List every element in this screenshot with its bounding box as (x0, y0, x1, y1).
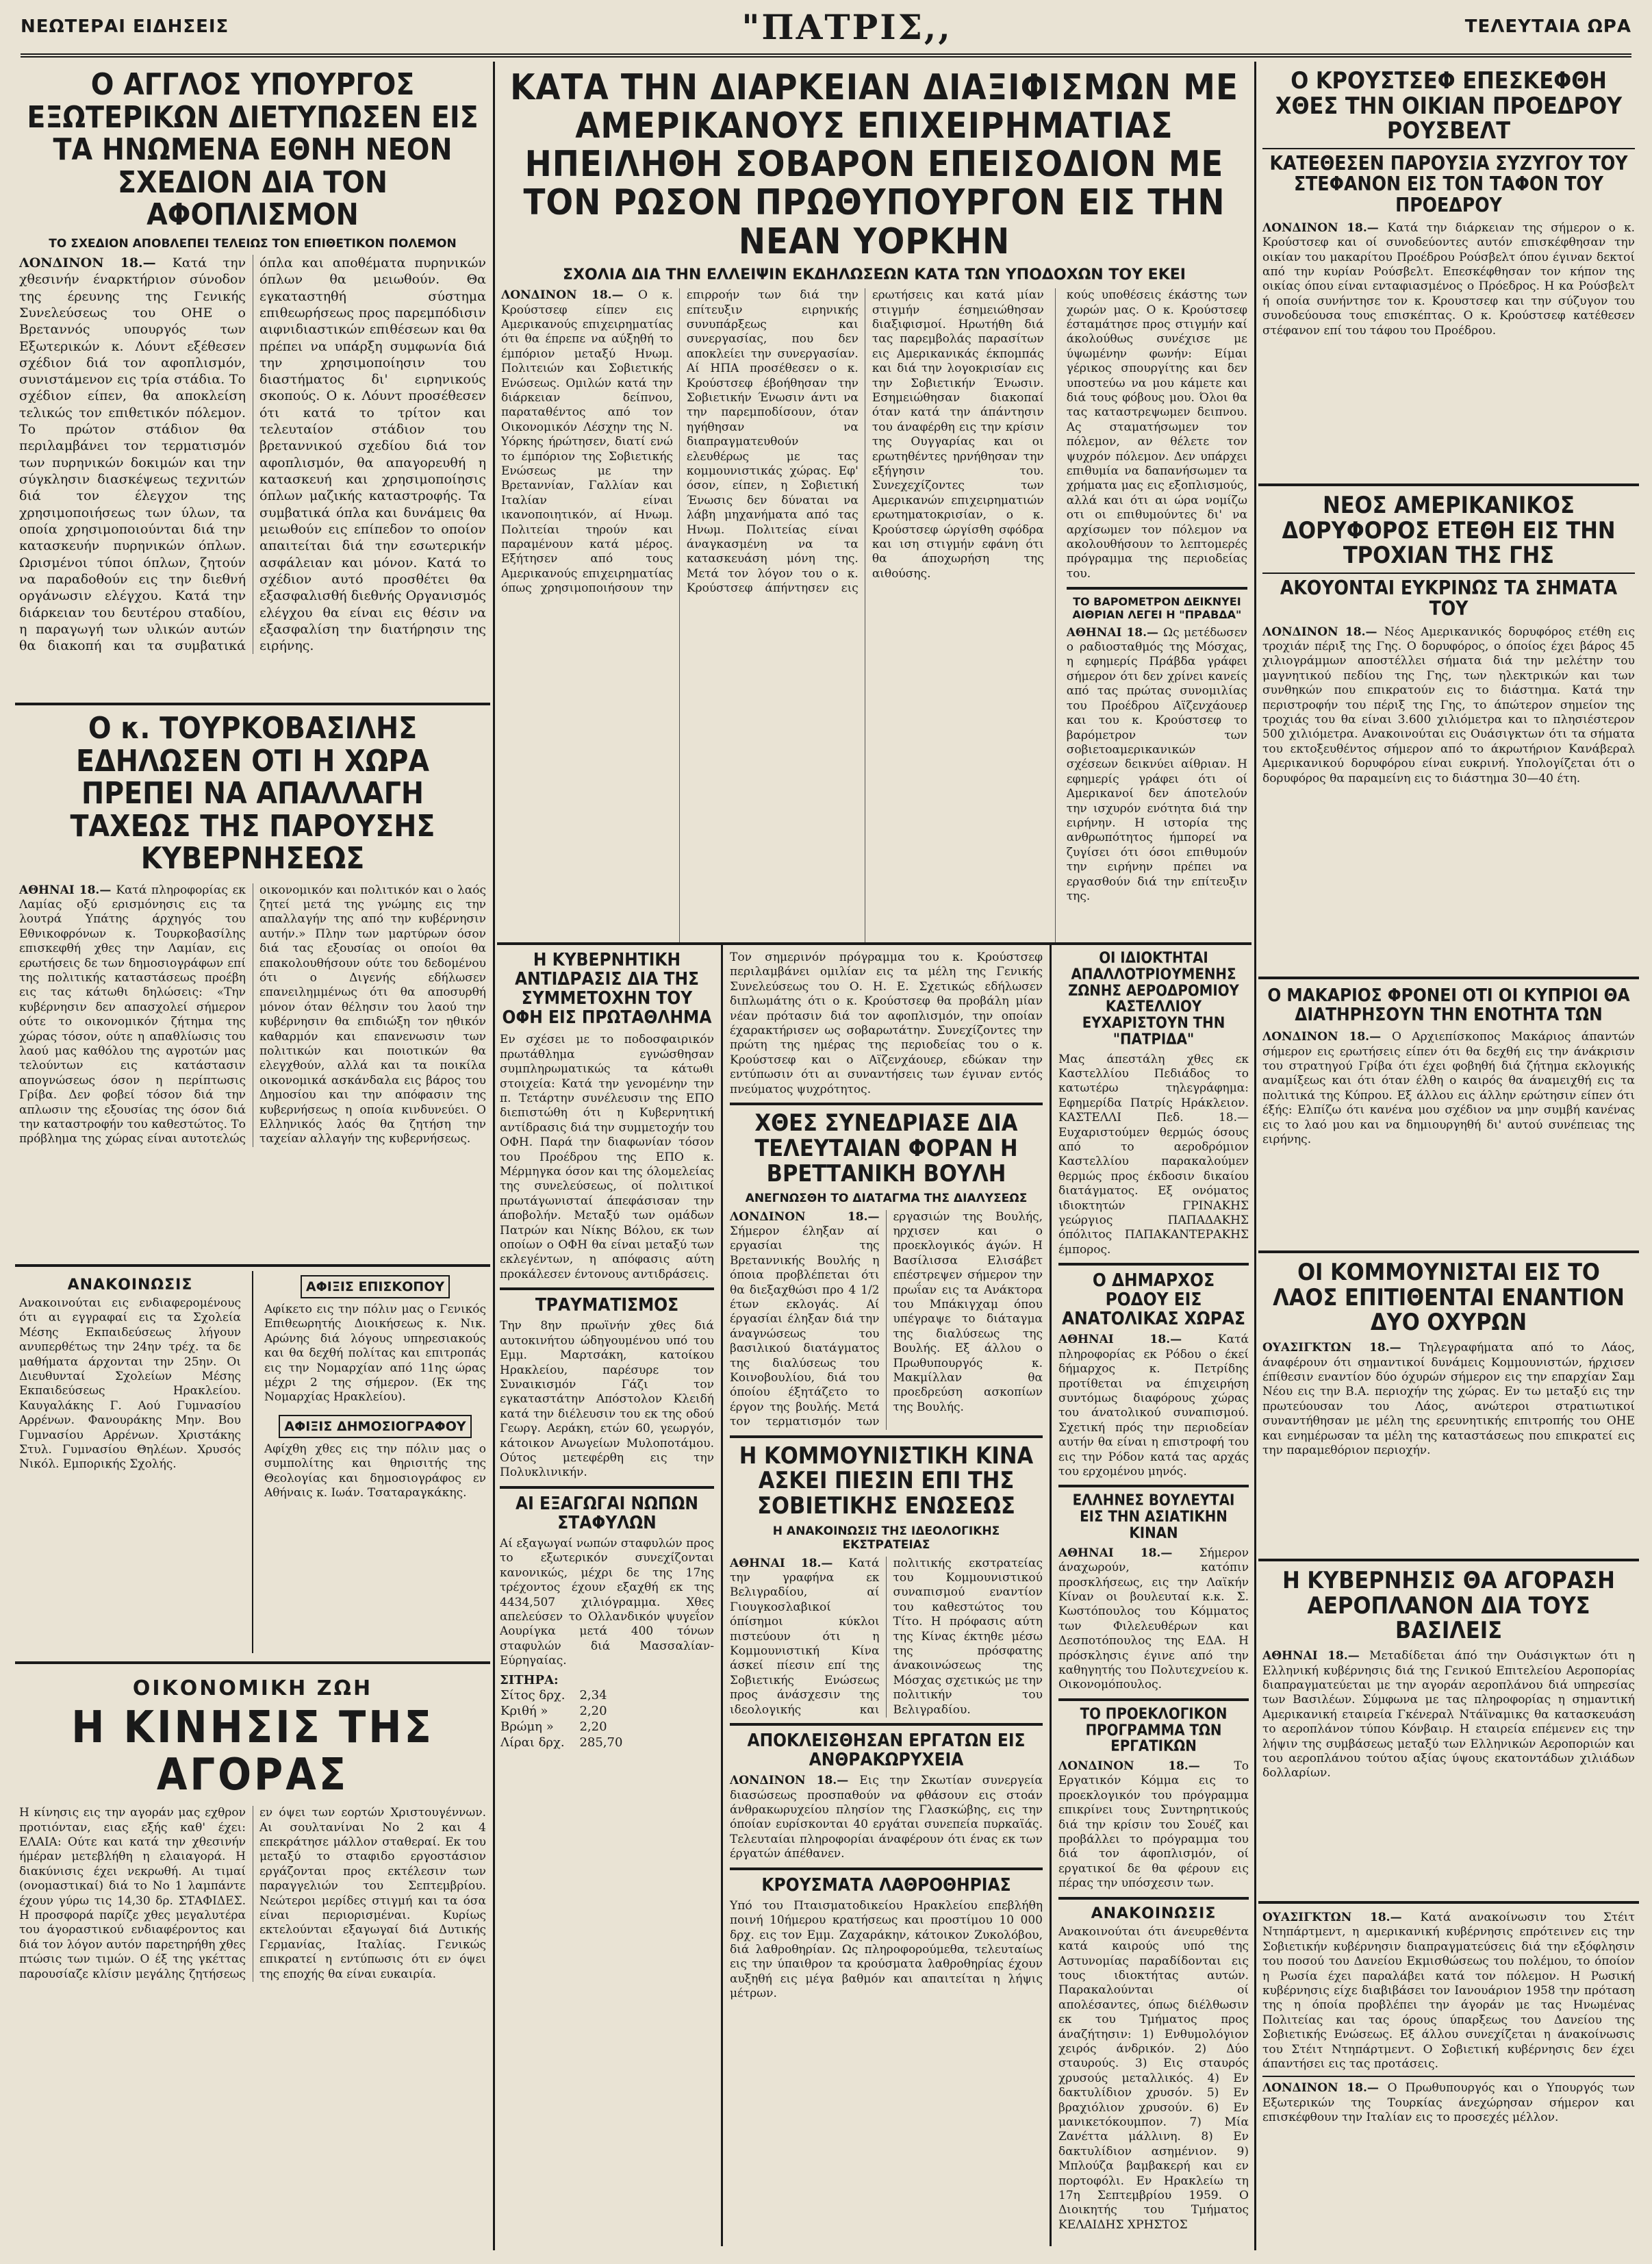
masthead-left: ΝΕΩΤΕΡΑΙ ΕΙΔΗΣΕΙΣ (21, 16, 229, 37)
dateline: ΑΘΗΝΑΙ 18.— (730, 1556, 849, 1570)
deck: ΣΧΟΛΙΑ ΔΙΑ ΤΗΝ ΕΛΛΕΙΨΙΝ ΕΚΔΗΛΩΣΕΩΝ ΚΑΤΑ ΤΩΝ ΥΠΟΔΟΧΩΝ ΤΟΥ ΕΚΕΙ (563, 266, 1186, 284)
article-text: Αί εξαγωγαί νωπών σταφυλών προς το εξωτερικόν συνεχίζονται κανονικώς, μέχρι δε της 17ης τρέχοντος έχουν εξαχθή εκ της 4434,507 χιλιόγραμμα. Χθες απελεύσεν το Ολλανδικόν ψυγεΐον Αουρίγκα μετά 400 τόνων σταφυλών διά Μασσαλίαν-Εύρηγαίας. (500, 1536, 714, 1668)
article-body (730, 1557, 1043, 1718)
article-body (1262, 221, 1635, 338)
article-body (1262, 1341, 1635, 1458)
article-laos (1258, 1253, 1639, 1561)
headline: ΚΑΤΑ ΤΗΝ ΔΙΑΡΚΕΙΑΝ ΔΙΑΞΙΦΙΣΜΩΝ ΜΕ ΑΜΕΡΙΚΑΝΟΥΣ ΕΠΙΧΕΙΡΗΜΑΤΙΑΣ ΗΠΕΙΛΗΘΗ ΣΟΒΑΡΟΝ ΕΠΕΙΣΟΔΙΟΝ ΜΕ ΤΟΝ ΡΩΣΟΝ ΠΡΩΘΥΠΟΥΡΓΟΝ ΕΙΣ ΤΗΝ ΝΕΑΝ ΥΟΡΚΗΝ (510, 67, 1238, 262)
article-text: Σήμερον άναχωρούν, κατόπιν προσκλήσεως, εις την Λαϊκήν Κίναν οι βουλευταί κ.κ. Σ. Κωστόπουλος του Κόμματος των Φιλελευθέρων και Δεσποτόπουλος της ΕΔΑ. Η πρόσκλησις έγινε από την καθηγητής του Πολυτεχνείου κ. Οικονομόπουλος. (1058, 1546, 1249, 1692)
center-mid-column (723, 945, 1052, 2246)
dateline: ΛΟΝΔΙΝΟΝ 18.— (19, 255, 173, 271)
article-body (1058, 1546, 1249, 1693)
headline: Ο ΚΡΟΥΣΤΣΕΦ ΕΠΕΣΚΕΦΘΗ ΧΘΕΣ ΤΗΝ ΟΙΚΙΑΝ ΠΡΟΕΔΡΟΥ ΡΟΥΣΒΕΛΤ (1275, 67, 1623, 145)
notice-label: ΑΝΑΚΟΙΝΩΣΙΣ (67, 1276, 193, 1294)
dateline: ΑΘΗΝΑΙ 18.— (1058, 1546, 1199, 1560)
headline: Ο ΜΑΚΑΡΙΟΣ ΦΡΟΝΕΙ ΟΤΙ ΟΙ ΚΥΠΡΙΟΙ ΘΑ ΔΙΑΤΗΡΗΣΟΥΝ ΤΗΝ ΕΝΟΤΗΤΑ ΤΩΝ (1267, 985, 1630, 1026)
article-market (15, 1664, 490, 2246)
dateline: ΟΥΑΣΙΓΚΤΩΝ 18.— (1262, 1911, 1421, 1924)
headline: ΤΡΑΥΜΑΤΙΣΜΟΣ (535, 1295, 679, 1316)
price-title: ΣΙΤΗΡΑ: (500, 1672, 559, 1687)
article-text: Κατά πληροφορίας εκ Λαμίας οξύ ερισμόνησις εις τα λουτρά Υπάτης άρχηγός του Εθνικοφρόνων κ. Τουρκοβασίλης επισκεφθή χθες την Λαμίαν, εις ερωτήσεις δε των δημοσιογράφων επί της πολιτικής καταστάσεως προέβη εις τας κάτωθι δηλώσεις: «Την κυβέρνησιν δεν απασχολεί σήμερον ούτε το οικονομικόν ζήτημα της χώρας τόσον, ούτε η απαθλίωσις του λαού μας καθόλου της αγροτών μας τελούντων εις κατάστασιν απογνώσεως όσον η περίπτωσις Γρίβα. Δεν φοβεί τόσον διά την απλωσιν της εξουσίας της όσον διά την καταστροφήν του καθεστώτος. Το πρόβλημα της χώρας είναι αυτοτελώς οικονομικόν και πολιτικόν και ο λαός ζητεί μετά της γνώμης εις την απαλλαγήν της από την κυβέρνησιν αυτήν.» Πλην των μαρτύρων όσον διά τας εξουσίας οι οποίοι θα επακολουθήσουν ούτε του δεδομένου ότι ο Διγενής εδήλωσεν επανειλημμένως ότι θα αποσυρθή μόνον όταν θέλησιν του λαού την κυβέρνησιν θα επιδιώξη τον ηθικόν καθαρμόν και επανενωσιν των πολιτικών και ποιοτικών θα ελεγχθούν, αλλά και τα ποικίλα οικονομικά ασκάνδαλα εις βάρος του Δημοσίου και την απόφασιν της κυβερνήσεως η οποία κινδυνεύει. Ο Ελληνικός λαός θα ζητήση την ταχείαν αλλαγήν της κυβερνήσεως. (19, 883, 486, 1146)
article-text: Την 8ην πρωϊνήν χθες διά αυτοκινήτου ώδηγουμένου υπό του Εμμ. Μαρτσάκη, κατοίκου Ηρακλείου, παρέσυρε τον Συναικισμόν Γάζι τον εγκαταστάτην Απόστολον Κλειδή κατά την διέλευσιν του εκ της οδού Γεωργ. Αεράκη, ετών 60, γεωργόν, κάτοικον Ανωγείων Μυλοποτάμου. Ούτος μετεφέρθη εις την Πολυκλινικήν. (500, 1319, 714, 1480)
article-text: Νέος Αμερικανικός δορυφόρος ετέθη εις τροχιάν πέριξ της Γης. Ο δορυφόρος, ο όποίος έχει βάρος 45 χιλιογράμμων αποστέλλει σήματα διά την μελέτην του μαγνητικού πεδίου της Γης, των ηλεκτρικών και των συνθηκών που επικρατούν εις το διάστημα. Κατά την περιστροφήν του πέριξ της Γης, το άπώτερον σημείον της τροχιάς του θα είναι 3.600 χιλιόμετρα και το πλησιέστερον 500 χιλιόμετρα. Ανακοινούται εις Ουάσιγκτων ότι τα σήματα του εκτοξευθέντος σήμερον από το άκρωτήριον Κανάβεραλ Αμερικανικού δορυφόρου είναι ευκρινή. Υπολογίζεται ότι ο δορυφόρος θα παραμείνη εις το διάστημα 30—40 έτη. (1262, 625, 1636, 785)
article-text: Κατά την διάρκειαν της σήμερον ο κ. Κρούστσεφ και οί συνοδεύοντες αυτόν επισκέφθησαν την οικίαν του μακαρίτου Προέδρου Ρούσβελτ όπου έγιναν δεκτοί από την κυρίαν Ρούσβελτ. Επεσκέφθησαν τον κήπον της οικίας όπου είναι ενταφιασμένος ο Πρόεδρος. Η κα Ρούσβελτ ή οποία συνήντησε τον κ. Κρουστσεφ και την σύζυγον του συνοδεύουσα τους επισκέπτας. Ο κ. Κρούστσεφ κατέθεσεν στέφανον επί του τάφου του Προέδρου. (1262, 221, 1635, 338)
article-body (1058, 1759, 1249, 1891)
article-lend-lease (1258, 1904, 1639, 2250)
article-text: Μεταδίδεται άπό την Ουάσιγκτων ότι η Ελληνική κυβέρνησις διά της Γενικού Επιτελείου Αεροπορίας διαπραγματεύεται με την αγοράν αεροπλάνου διά υπηρεσίας των Βασιλέων. Σύμφωνα με τας πληροφορίας η σημαντική Αμερικανική εταιρεία Γκένεραλ Ντάϊναμικς θα κατασκευάση το αεροπλάνον τύπου Κόνβαιρ. Η εταιρεία επέμενεν εις την λήψιν της συμβάσεως μεταξύ των Ελληνικών Αεροποριών και του αεροπλάνου τούτου αξίας ύψους εκατοντάδων χιλιάδων δολλαρίων. (1262, 1649, 1636, 1781)
article-text: Το Εργατικόν Κόμμα εις το προεκλογικόν του πρόγραμμα επικρίνει τους Συντηρητικούς διά την κρίσιν του Σουέζ και προβάλλει το πρόγραμμα του διά τον άφοπλισμόν, οί εργατικοί δε θα φέρουν εις πέρας την υπόσχεσιν των. (1058, 1759, 1249, 1891)
dateline: ΟΥΑΣΙΓΚΤΩΝ 18.— (1262, 1341, 1419, 1355)
column-center (497, 62, 1251, 2250)
center-right-column (1052, 945, 1251, 2246)
article-text: Ανακοινούται εις ενδιαφερομένους ότι αι εγγραφαί εις τα Σχολεία Μέσης Εκπαιδεύσεως λήγουν ανυπερθέτως την 24ην τρέχ. τα δε μαθήματα άρχονται την 25ην. Οι Διευθυνταί Σχολείων Μέσης Εκπαιδεύσεως Ηρακλείου. Καυγαλάκης Γ. Αού Γυμνασίου Αρρένων. Φανουράκης Μην. Βου Γυμνασίου Αρρένων. Χριστάκης Στυλ. Γυμνασίου Θηλέων. Χρυσός Νικόλ. Εμπορικής Σχολής. (19, 1296, 241, 1472)
article-body (1262, 2081, 1635, 2125)
article-roosevelt-visit (1258, 62, 1639, 486)
headline: ΟΙ ΚΟΜΜΟΥΝΙΣΤΑΙ ΕΙΣ ΤΟ ΛΑΟΣ ΕΠΙΤΙΘΕΝΤΑΙ ΕΝΑΝΤΙΟΝ ΔΥΟ ΟΧΥΡΩΝ (1273, 1259, 1625, 1337)
headline: ΤΟ ΠΡΟΕΚΛΟΓΙΚΟΝ ΠΡΟΓΡΑΜΜΑ ΤΩΝ ΕΡΓΑΤΙΚΩΝ (1080, 1705, 1228, 1756)
headline: ΚΡΟΥΣΜΑΤΑ ΛΑΘΡΟΘΗΡΙΑΣ (761, 1874, 1011, 1896)
article-text: Ως μετέδωσεν ο ραδιοσταθμός της Μόσχας, η εφημερίς Πράβδα γράφει σήμερον ότι δεν χρίνει κανείς από τας πρώτας συνομιλίας του Προέδρου Αϊζενχάουερ και του κ. Κρούστσεφ το βαρόμετρον των σοβιετοαμερικανικών σχέσεων δεικνύει αίθριαν. Η εφημερίς γράφει ότι οί Αμερικανοί δεν άποτελούν την ισχυρόν ενότητα διά την ειρήνην. Η ιστορία της ανθρωπότητος ήμπορεί να ζυγίσει ότι όσοι επιθυμούν την ειρήνην πρέπει να εργασθούν διά την επίτευξιν της. (1066, 625, 1247, 903)
deck: ΑΝΕΓΝΩΣΘΗ ΤΟ ΔΙΑΤΑΓΜΑ ΤΗΣ ΔΙΑΛΥΣΕΩΣ (745, 1192, 1028, 1206)
table-row: Κριθή » 2,20 (500, 1703, 607, 1718)
newspaper-title: "ΠΑΤΡΙΣ,, (741, 6, 952, 47)
table-row: Λίραι δρχ. 285,70 (500, 1735, 623, 1750)
headline: ΑΙ ΕΞΑΓΩΓΑΙ ΝΩΠΩΝ ΣΤΑΦΥΛΩΝ (516, 1493, 698, 1533)
column-divider (493, 62, 495, 2250)
dateline: ΑΘΗΝΑΙ 18.— (1262, 1649, 1370, 1663)
article-text: Υπό του Πταισματοδικείου Ηρακλείου επεβλήθη ποινή 10ήμερου κρατήσεως και προστίμου 10 000 δρχ. εις τον Εμμ. Ζαχαράκην, κάτοικον Ζυκολόβου, διά λαθροθηρίαν. Ως πληροφορούμεθα, τελευταίως εις την ύπαιθρον τα κρούσματα λαθροθηρίας έχουν αυξηθή εις μέγα βαθμόν και απαιτείται η λήψις μέτρων. (730, 1898, 1043, 2001)
headline: ΧΘΕΣ ΣΥΝΕΔΡΙΑΣΕ ΔΙΑ ΤΕΛΕΥΤΑΙΑΝ ΦΟΡΑΝ Η ΒΡΕΤΤΑΝΙΚΗ ΒΟΥΛΗ (754, 1109, 1018, 1187)
article-body (730, 1210, 1043, 1430)
article-satellite (1258, 486, 1639, 979)
headline: Η ΚΥΒΕΡΝΗΣΙΣ ΘΑ ΑΓΟΡΑΣΗ ΑΕΡΟΠΛΑΝΟΝ ΔΙΑ ΤΟΥΣ ΒΑΣΙΛΕΙΣ (1282, 1567, 1615, 1645)
center-narrow-column (497, 945, 723, 2246)
column-right (1258, 62, 1639, 2250)
notice-label: ΑΦΙΞΙΣ ΔΗΜΟΣΙΟΓΡΑΦΟΥ (279, 1415, 471, 1438)
article-body (1262, 1030, 1635, 1147)
headline: Η ΚΙΝΗΣΙΣ ΤΗΣ ΑΓΟΡΑΣ (71, 1702, 434, 1801)
dateline: ΛΟΝΔΙΝΟΝ 18.— (1262, 2081, 1388, 2096)
headline: Ο ΔΗΜΑΡΧΟΣ ΡΟΔΟΥ ΕΙΣ ΑΝΑΤΟΛΙΚΑΣ ΧΩΡΑΣ (1062, 1270, 1245, 1330)
article-body (1262, 1911, 1635, 2072)
headline: ΕΛΛΗΝΕΣ ΒΟΥΛΕΥΤΑΙ ΕΙΣ ΤΗΝ ΑΣΙΑΤΙΚΗΝ ΚΙΝΑΝ (1072, 1492, 1235, 1542)
notice-label: ΑΦΙΞΙΣ ΕΠΙΣΚΟΠΟΥ (301, 1275, 450, 1298)
article-text: Ο κ. Κρούστσεφ είπεν εις Αμερικανούς επιχειρηματίας ότι θα έπρεπε να αύξηθή το έμπόριον μεταξύ Ηνωμ. Πολιτειών και Σοβιετικής Ενώσεως. Ομιλών κατά την διάρκειαν δείπνου, παραταθέντος από τον Οικονομικόν Λέσχην της Ν. Υόρκης ήρώτησεν, διατί ενώ το έμπόριον της Σοβιετικής Ενώσεως με την Βρεταννίαν, Γαλλίαν και Ιταλίαν είναι ικανοποιητικόν, αί Ηνωμ. Πολιτείαι τηρούν και παραμένουν κατά μέρος. Εξήτησεν από τους Αμερικανούς επιχειρηματίας όπως χρησιμοποιήσουν την επιρροήν των διά την επίτευξιν ειρηνικής συνυπάρξεως και συνεργασίας, που δεν αποκλείει την συνεργασίαν. Αί ΗΠΑ προσέθεσεν ο κ. Κρούστσεφ έβοήθησαν την Σοβιετικήν Ένωσιν άντι να την παρεμποδίσουν, όταν ηγήθησαν να διαπραγματευθούν ελευθέρως με τας κομμουνιστικάς χώρας. Εφ' όσον, είπεν, η Σοβιετική Ένωσις δεν δύναται να λάβη μηχανήματα από τας Ηνωμ. Πολιτείας είναι άναγκασμένη να τα κατασκευάση μόνη της. Μετά τον λόγον του ο κ. Κρούστσεφ άπήντησεν εις ερωτήσεις και κατά μίαν στιγμήν έσημειώθησαν διαξιφισμοί. Ηρωτήθη διά τας παρεμβολάς παρασίτων εις Αμερικανικάς έκπομπάς και διά την λογοκρισίαν εις την Σοβιετικήν Ένωσιν. Εσημειώθησαν διακοπαί όταν κατά την άπάντησιν του άναφέρθη εις την κρίσιν της Ουγγαρίας και οι ερωτηθέντες ηρνήθησαν την εξήγησιν του. Συνεχεχίζοντες των Αμερικανών επιχειρηματιών ερωτηματοκρισίαν, ο κ. Κρούστσεφ ώργίσθη σφόδρα και ιση στιγμήν εφάνη ότι θα άποχωρήση της αιθούσης. (501, 288, 1044, 596)
article-text: Εν σχέσει με το ποδοσφαιρικόν πρωτάθλημα εγνώσθησαν συμπληρωματικώς τα κάτωθι στοιχεία: Κατά την γενομένην την π. Τετάρτην συνέλευσιν της ΕΠΟ διεπιστώθη ότι η Κυβερνητική αντίδρασις διά την συμμετοχήν του ΟΦΗ. Παρά την διαφωνίαν τόσον του Προέδρου της ΕΠΟ κ. Μέρμηγκα όσον και της όλομελείας της συνελεύσεως, οί πολιτικοί πρωτάγωνισταί άπεφάσισαν την άποβολήν. Μεταξύ των ομάδων Πατρών και Νίκης Βόλου, εκ των οποίων ο ΟΦΗ θα είναι μεταξύ των εκλεγέντων, η απόφασις αύτη προκάλεσεν έντονους αντιδράσεις. (500, 1033, 714, 1281)
masthead (21, 0, 1631, 58)
price-table (500, 1687, 623, 1750)
divider (252, 1271, 253, 1653)
article-text: κούς υποθέσεις έκάστης των χωρών μας. Ο κ. Κρούστσεφ έσταμάτησε προς στιγμήν καί άκολούθως συνέχισε με ύψωμένην φωνήν: Είμαι γέρικος σπουργίτης και δεν υποστεύω να μου κάμετε και διά τους φόβους μου. Όλοι θα τας καταστρεψωμεν δειπνου. Ας σταματήσωμεν τον πόλεμον, αν θέλετε τον ψυχρόν πόλεμον. Δεν υπάρχει επιθυμία να δαπανήσωμεν τα χρήματα μας εις εξοπλισμούς, αλλά και ότι αι ώρα νομίζω οτι οι επιθυμούντες δι' να αρχίσωμεν τον πόλεμον να ακολουθήσουν το λεπτομερές πρόγραμμα της περιοδείας του. (1066, 288, 1247, 581)
headline: Ο κ. ΤΟΥΡΚΟΒΑΣΙΛΗΣ ΕΔΗΛΩΣΕΝ ΟΤΙ Η ΧΩΡΑ ΠΡΕΠΕΙ ΝΑ ΑΠΑΛΛΑΓΗ ΤΑΧΕΩΣ ΤΗΣ ΠΑΡΟΥΣΗΣ ΚΥΒΕΡΝΗΣΕΩΣ (70, 711, 435, 877)
article-text: Κατά πληροφορίας εκ Ρόδου ο έκεί δήμαρχος κ. Πετρίδης προτίθεται να έπιχειρήση συντόμως διαφόρους χώρας του άνατολικού συναπισμού. Σχετική πρός την περιοδείαν αυτήν θα είναι η επιστροφή του εις την Ρόδον κατά τας αρχάς του ερχομένου μηνός. (1058, 1333, 1249, 1479)
article-arrivals (264, 1271, 486, 1653)
section-label: ΟΙΚΟΝΟΜΙΚΗ ΖΩΗ (132, 1676, 373, 1700)
headline: ΝΕΟΣ ΑΜΕΡΙΚΑΝΙΚΟΣ ΔΟΡΥΦΟΡΟΣ ΕΤΕΘΗ ΕΙΣ ΤΗΝ ΤΡΟΧΙΑΝ ΤΗΣ ΓΗΣ (1282, 492, 1616, 570)
deck: Η ΑΝΑΚΟΙΝΩΣΙΣ ΤΗΣ ΙΔΕΟΛΟΓΙΚΗΣ ΕΚΣΤΡΑΤΕΙΑΣ (772, 1524, 1000, 1552)
article-royal-airplane (1258, 1561, 1639, 1904)
article-body (1058, 1333, 1249, 1479)
article-body (730, 1774, 1043, 1861)
article-body (19, 255, 486, 655)
article-lloyd-disarmament (15, 62, 490, 705)
column-divider (1254, 62, 1256, 2250)
article-text: Εις την Σκωτίαν συνεργεία διασώσεως προσπαθούν να φθάσουν εις στοάν άνθρακωρυχείου πλησίον της Γλασκώβης, εις την όποίαν ευρίσκονται 40 εργάται συνεπεία πυρκαϊάς. Τελευταίαι πληροφορίαι άναφέρουν ότι ένας εκ των έργατών άπέθανεν. (730, 1774, 1043, 1861)
headline: ΟΙ ΙΔΙΟΚΤΗΤΑΙ ΑΠΑΛΛΟΤΡΙΟΥΜΕΝΗΣ ΖΩΝΗΣ ΑΕΡΟΔΡΟΜΙΟΥ ΚΑΣΤΕΛΛΙΟΥ ΕΥΧΑΡΙΣΤΟΥΝ ΤΗΝ "ΠΑΤΡΙΔΑ" (1068, 950, 1239, 1048)
table-row: Σίτος δρχ. 2,34 (500, 1687, 607, 1702)
dateline: ΑΘΗΝΑΙ 18.— (1058, 1333, 1218, 1347)
article-text: Κατά ανακοίνωσιν του Στέιτ Ντηπάρτμεντ, η αμερικανική κυβέρνησις επρότεινεν εις την Σοβιετικήν κυβέρνησιν διαπραγματεύσεις διά την εξόφλησιν του ποσού του Δανείου Εκμισθώσεως του πολέμου, το όποίον η Ρωσία έχει παραλάβει κατά τον πόλεμον. Η Ρωσική κυβέρνησις είχε διαβιβάσει τον Ιανουάριον 1958 την πρόταση της η όποία προβλέπει την άγοράν με τας Ηνωμένας Πολιτείας και τας όρους ύπαρξεως του Δανείου της Σοβιετικής Ενώσεως. Εξ άλλου συνεχίζεται η άνακοίνωσις του Στέιτ Ντηπάρτμεντ. Ο Σοβιετική κυβέρνησις δεν έχει άπαντήσει εις τας προτάσεις. (1262, 1911, 1635, 2072)
table-row: Βρώμη » 2,20 (500, 1719, 607, 1734)
dateline: ΑΘΗΝΑΙ 18.— (1066, 625, 1164, 640)
headline: Η ΚΥΒΕΡΝΗΤΙΚΗ ΑΝΤΙΔΡΑΣΙΣ ΔΙΑ ΤΗΣ ΣΥΜΜΕΤΟΧΗΝ ΤΟΥ ΟΦΗ ΕΙΣ ΠΡΩΤΑΘΛΗΜΑ (502, 950, 712, 1029)
article-text: Η κίνησις εις την αγοράν μας εχθρον προτιόνταν, ειας εξής καθ' έχει: ΕΛΑΙΑ: Ούτε και κατά την χθεσινήν ήμέραν μετεβλήθη η ελαιαγορά. Η διακύνισις έχει νεκρωθή. Αι τιμαί (ονομαστικαί) διά το Νο 1 λαμπάντε έχουν γύρω τις 14,30 δρ. ΣΤΑΦΙΔΕΣ. Η προσφορά παρίζε χθες μεγαλυτέρα του άγοραστικού ενδιαφέροντος και διά τον λόγον αυτόν παρετηρήθη χθες πτώσις των τιμών. Ο έξ της γκέττας παρουσίαζε κλίσιν μεγάλης ζητήσεως εν όψει των εορτών Χριστουγέννων. Αι σουλτανίναι No 2 και 4 επεκράτησε μάλλον σταθεραί. Εκ του μεταξύ το σταφιδο εργοστάσιον εργάζονται προς εκτέλεσιν των παραγγελιών του Σεπτεμβρίου. Νεώτεροι μερίδες στιγμή και τα όσα είναι περιορισμέναι. Κυρίως εκτελούνται εξαγωγαί διά Δυτικής Γερμανίας, Ιταλίας. Γενικώς επικρατεί η εντύπωσις ότι εν όψει της εποχής θα είναι ευκαιρία. (19, 1806, 486, 1981)
article-school-notice (19, 1271, 241, 1653)
article-text: Τον σημερινόν πρόγραμμα του κ. Κρούστσεφ περιλαμβάνει ομιλίαν εις τα μέλη της Γενικής Συνελεύσεως του Ο. Η. Ε. Σχετικώς εδήλωσεν διπλωμάτης ότι ο κ. Κρούστσεφ θα προβάλη μίαν νέαν πρότασιν διά τον αφοπλισμόν, την οποίαν έχαρακτήρισεν ως σοβαρωτάτην. Συνεχίζοντες την πρώτη της ημέρας της περιοδείας του ο κ. Κρούστσεφ και ο Αϊζενχάουερ, εδώκαν την εντύπωσιν ότι αι συναντήσεις των έγιναν εντός πνεύματος ψυχρότητος. (730, 951, 1043, 1096)
dateline: ΛΟΝΔΙΝΟΝ 18.— (1262, 1030, 1393, 1044)
column-left (15, 62, 490, 2250)
subheadline: ΑΚΟΥΟΝΤΑΙ ΕΥΚΡΙΝΩΣ ΤΑ ΣΗΜΑΤΑ ΤΟΥ (1280, 577, 1618, 620)
article-body (1262, 1649, 1635, 1781)
dateline: ΛΟΝΔΙΝΟΝ 18.— (1058, 1759, 1234, 1774)
notices-row (15, 1267, 490, 1664)
article-text: Αφίκετο εις την πόλιν μας ο Γενικός Επιθεωρητής Διοικήσεως κ. Νικ. Αρώνης διά λόγους υπηρεσιακούς και θα δεχθή πολίτας και επιτροπάς εις την Νομαρχίαν από 11ης ώρας μέχρι 2 της σήμερον. (Εκ της Νομαρχίας Ηρακλείου). (264, 1303, 486, 1405)
article-text: Τηλεγραφήματα από το Λάος, άναφέρουν ότι σημαντικοί δυνάμεις Κομμουνιστών, ήρχισεν έπίθεσιν εναντίον δύο όχυρών σήμερον εις την επαρχίαν Σαμ Νέου εις την Β.Α. περιοχήν της χώρας. Εν τω μεταξύ εις την πρωτεύουσαν του Λάος, ανώτεροι στρατιωτικοί συναντήθησαν με μέλη της ερευνητικής επιτροπής του ΟΗΕ και ενημέρωσαν τα μέλη της καταστάσεως που επικρατεί εις την παραμεθόριον περιοχήν. (1262, 1341, 1635, 1457)
article-tourkovasilis (15, 705, 490, 1267)
article-text: Ο Αρχιεπίσκοπος Μακάριος άπαντών σήμερον εις ερωτήσεις είπεν ότι θα δεχθή εις την άνάκρισιν του στρατηγού Γρίβα ότι έχει φοβηθή διά ζήτημα εκλογικής αναμίξεως και ότι όταν έλθη ο καιρός θα άναμειχθή εις τα πολιτικά της Κύπρου. Εξ άλλου εις άλλην ερώτησιν είπεν ότι έξής: Ελπίζω ότι κανένα μου σχέδιον να μην συμβή κανένας εις το λαό μου και να δημιουργηθή δι' αυτού συνέπειας της ειρήνης. (1262, 1030, 1635, 1146)
dateline: ΛΟΝΔΙΝΟΝ 18.— (730, 1209, 880, 1224)
masthead-right: ΤΕΛΕΥΤΑΙΑ ΩΡΑ (1464, 16, 1631, 37)
article-text: Μας άπεστάλη χθες εκ Καστελλίου Πεδιάδος το κατωτέρω τηλεγράφημα: Εφημερίδα Πατρίς Ηράκλειον. ΚΑΣΤΕΛΛΙ Πεδ. 18.— Ευχαριστούμεν θερμώς όσους από το αεροδρόμιον Καστελλίου παρακαλούμεν θερμώς προς έκδοσιν δικαίου διατάγματος. Εξ ονόματος ιδιοκτητών ΓΡΙΝΑΚΗΣ γεώργιος ΠΑΠΑΔΑΚΗΣ όπόλιτος ΠΑΠΑΚΑΝΤΕΡΑΚΗΣ έμπορος. (1058, 1052, 1249, 1257)
article-text: Σήμερον έληξαν αί εργασίαι της Βρεταννικής Βουλής η όποια προβλέπεται ότι θα διεξαχθώσι προ 4 1/2 έτων εκλογάς. Αί έργασίαι έληξαν διά την άναγνώσεως του βασιλικού διατάγματος της διαλύσεως του Κοινοβουλίου, διά του όποίου έξητάζετο το έργον της βουλής. Μετά τον τερματισμόν των εργασιών της Βουλής, ηρχισεν και ο προεκλογικός άγών. Η Βασίλισσα Ελισάβετ επέστρεψεν σήμερον την πρωΐαν εις τα Ανάκτορα του Μπάκιγχαμ όπου υπέγραψε το διάταγμα της διαλύσεως της Βουλής. Εξ άλλου ο Πρωθυπουργός κ. Μακμίλλαν θα προεδρεύση ασκοπίων της Βουλής. (730, 1209, 1043, 1429)
dateline: ΛΟΝΔΙΝΟΝ 18.— (730, 1774, 860, 1788)
subheadline: ΚΑΤΕΘΕΣΕΝ ΠΑΡΟΥΣΙΑ ΣΥΖΥΓΟΥ ΤΟΥ ΣΤΕΦΑΝΟΝ ΕΙΣ ΤΟΝ ΤΑΦΟΝ ΤΟΥ ΠΡΟΕΔΡΟΥ (1269, 152, 1628, 216)
deck: ΤΟ ΣΧΕΔΙΟΝ ΑΠΟΒΛΕΠΕΙ ΤΕΛΕΙΩΣ ΤΟΝ ΕΠΙΘΕΤΙΚΟΝ ΠΟΛΕΜΟΝ (49, 236, 457, 251)
headline: ΑΠΟΚΛΕΙΣΘΗΣΑΝ ΕΡΓΑΤΩΝ ΕΙΣ ΑΝΘΡΑΚΩΡΥΧΕΙΑ (747, 1731, 1026, 1771)
article-text: Κατά την χθεσινήν έναρκτήριον σύνοδον της έρευνης της Γενικής Συνελεύσεως του ΟΗΕ ο Βρεταννός υπουργός των Εξωτερικών κ. Λόυντ εξέθεσεν σχέδιον διά τον αφοπλισμόν, συνιστάμενον εις τρία στάδια. Το σχέδιον είπεν, θα αποκλείση τελικώς τον επιθετικόν πόλεμον. Το πρώτον στάδιον θα περιλαμβάνει τον τερματισμόν των πυρηνικών δοκιμών και την σύγκλησιν διασκέψεως τεχνιτών διά τον έλεγχον της χρησιμοποιήσεως των ύλων, τα οποία χρησιμοποιούνται διά την κατασκευήν πυρηνικών όπλων. Ωρισμένοι τύποι όπλων, ζητούν να παραδοθούν εις την διεθνή οργάνωσιν ελέγχου. Κατά την διάρκειαν του δευτέρου σταδίου, η παραγωγή των υλικών αυτών θα διακοπή και τα συμβατικά όπλα και αποθέματα πυρηνικών όπλων θα μειωθούν. Θα εγκαταστηθή σύστημα επιθεωρήσεως προς παρεμπόδισιν αιφνιδιαστικών επιθέσεων και θα πρέπει να υπάρξη συμφωνία διά την χρησιμοποίησιν του διαστήματος δι' ειρηνικούς σκοπούς. Ο κ. Λόυντ προσέθεσεν ότι κατά το τρίτον και τελευταίον στάδιον του βρεταννικού σχεδίου διά τον αφοπλισμόν, θα απαγορευθή η κατασκευή και χρησιμοποίησις όπλων μαζικής καταστροφής. Τα συμβατικά όπλα και δυνάμεις θα μειωθούν εις επίπεδον το οποίον απαιτείται διά την εσωτερικήν ασφάλειαν και μόνον. Κατά το σχέδιον αυτό προσθέτει θα εξασφαλισθή διεθνής Οργανισμός ελέγχου θα είναι εις θέσιν να εξασφαλίση την διατήρησιν της ειρήνης. (19, 255, 486, 654)
article-khrushchev-newyork (497, 62, 1251, 945)
article-continuation (1067, 288, 1247, 945)
article-makarios (1258, 979, 1639, 1253)
center-lower (497, 945, 1251, 2246)
dateline: ΑΘΗΝΑΙ 18.— (19, 883, 116, 897)
subheadline: ΤΟ ΒΑΡΟΜΕΤΡΟΝ ΔΕΙΚΝΥΕΙ ΑΙΘΡΙΑΝ ΛΕΓΕΙ Η "ΠΡΑΒΔΑ" (1072, 595, 1242, 622)
article-text: Ανακοινούται ότι άνευρεθέντα κατά καιρούς υπό της Αστυνομίας παραδίδονται εις τους ιδιοκτήτας αυτών. Παρακαλούνται οί απολέσαντες, όπως διέλθωσιν εκ του Τμήματος προς άναζήτησιν: 1) Ενθυμολόγιον χειρός άνδρικόν. 2) Δύο σταυρούς. 3) Εις σταυρός χρυσούς μεταλλικός. 4) Εν δακτυλίδιον χρυσόν. 5) Εν βραχιόλιον χρυσούν. 6) Εν μανικετόκουμπον. 7) Μία Ζανέττα μάλλινη. 8) Εν δακτυλίδιον ασημένιον. 9) Μπλούζα βαμβακερή και εν πορτοφόλι. Εν Ηρακλείω τη 17η Σεπτεμβρίου 1959. Ο Διοικητής του Τμήματος ΚΕΛΑΙΔΗΣ ΧΡΗΣΤΟΣ (1058, 1924, 1249, 2232)
headline: Ο ΑΓΓΛΟΣ ΥΠΟΥΡΓΟΣ ΕΞΩΤΕΡΙΚΩΝ ΔΙΕΤΥΠΩΣΕΝ ΕΙΣ ΤΑ ΗΝΩΜΕΝΑ ΕΘΝΗ ΝΕΟΝ ΣΧΕΔΙΟΝ ΔΙΑ ΤΟΝ ΑΦΟΠΛΙΣΜΟΝ (27, 67, 479, 233)
article-text: Ο Πρωθυπουργός και ο Υπουργός των Εξωτερικών της Τουρκίας άνεχώρησαν σήμερον και επισκέφθουν την Ιταλίαν εις το προσεχές μέλλον. (1262, 2081, 1636, 2125)
article-body (1262, 625, 1635, 786)
dateline: ΛΟΝΔΙΝΟΝ 18.— (1262, 221, 1388, 235)
headline: Η ΚΟΜΜΟΥΝΙΣΤΙΚΗ ΚΙΝΑ ΑΣΚΕΙ ΠΙΕΣΙΝ ΕΠΙ ΤΗΣ ΣΟΒΙΕΤΙΚΗΣ ΕΝΩΣΕΩΣ (739, 1442, 1034, 1520)
article-text: Κατά την γραφήνα εκ Βελιγραδίου, αί Γιουγκοσλαβικοί όπίσημοι κύκλοι πιστεύουν ότι η Κομμουνιστική Κίνα άσκεί πίεσιν επί της Σοβιετικής Ενώσεως προς άνάσχεσιν της ιδεολογικής και πολιτικής εκστρατείας του Κομμουνιστικού συναπισμού εναντίον του καθεστώτος του Τίτο. Η πρόφασις αύτη της Κίνας έκτηθε μέσω της πρόσφατης άνακοινώσεως της Μόσχας σχετικώς με την πολιτικήν του Βελιγραδίου. (730, 1556, 1043, 1717)
dateline: ΛΟΝΔΙΝΟΝ 18.— (501, 288, 639, 303)
dateline: ΛΟΝΔΙΝΟΝ 18.— (1262, 625, 1384, 639)
article-body (19, 883, 486, 1147)
article-body (501, 288, 1044, 945)
article-text: Αφίχθη χθες εις την πόλιν μας ο συμπολίτης και θηρισιτής της Θεολογίας και δημοσιογράφος εν Αθήναις κ. Ιωάν. Τσαταραγκάκης. (264, 1442, 486, 1500)
notice-label: ΑΝΑΚΟΙΝΩΣΙΣ (1091, 1904, 1217, 1922)
